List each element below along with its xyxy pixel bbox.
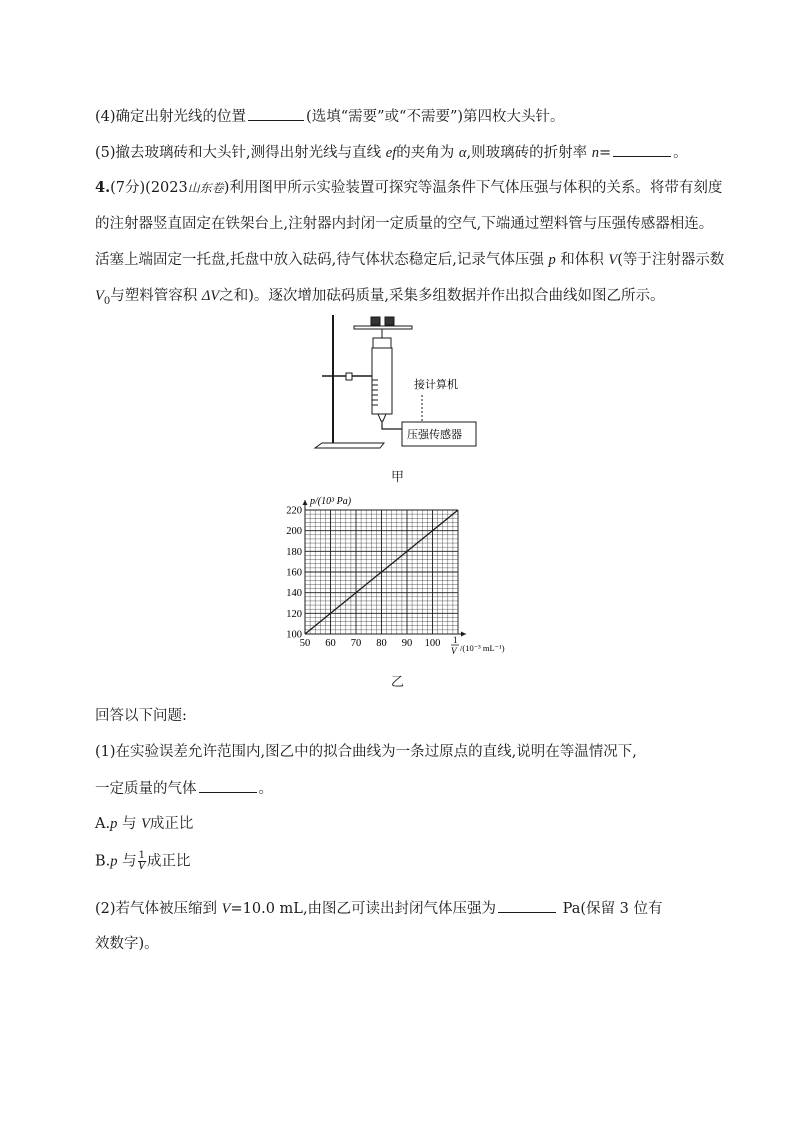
chart-xlabel-den: V [451, 646, 457, 656]
problem4-line2: 的注射器竖直固定在铁架台上,注射器内封闭一定质量的空气,下端通过塑料管与压强传感器相连。 [95, 216, 714, 232]
y-axis-arrow [303, 500, 308, 505]
option-b-mid: 与 [122, 853, 137, 870]
option-a-end: 成正比 [149, 816, 194, 832]
x-tick-label: 100 [424, 638, 441, 649]
problem4-line4 [95, 286, 664, 312]
q5-text-e: 。 [673, 145, 688, 161]
problem4-score-a: (7分)(2023 [110, 180, 188, 196]
y-tick-label: 120 [286, 608, 302, 620]
y-tick-label: 180 [286, 546, 302, 558]
q5-ef: ef [385, 145, 397, 161]
q1-answer-blank[interactable] [199, 778, 257, 793]
clamp-knob [346, 373, 352, 380]
q2-V: V [221, 901, 231, 917]
syringe-cap [373, 338, 391, 348]
q5-sub-question [95, 142, 688, 163]
x-tick-label: 60 [325, 638, 336, 649]
y-tick-label: 160 [286, 567, 302, 579]
pressure-chart [270, 488, 520, 664]
option-a-mid: 与 [121, 816, 137, 832]
x-tick-label: 80 [376, 638, 387, 649]
option-b-frac-den: V [138, 861, 146, 872]
x-tick-label: 90 [401, 638, 413, 649]
y-tick-label: 140 [286, 588, 302, 600]
q2-line1 [95, 898, 663, 919]
q1-text-2b: 。 [258, 781, 273, 797]
problem4-line1 [95, 178, 722, 198]
option-b-end: 成正比 [147, 853, 191, 870]
syringe-tip [378, 414, 386, 421]
problem4-text-1: 利用图甲所示实验装置可探究等温条件下气体压强与体积的关系。将带有刻度 [229, 180, 723, 196]
y-tick-label: 100 [286, 629, 302, 641]
q2-text-c: Pa(保留 3 位有 [562, 901, 663, 917]
chart-caption: 乙 [391, 675, 405, 690]
sensor-label: 压强传感器 [407, 429, 462, 441]
q5-text-c: ,则玻璃砖的折射率 [466, 145, 588, 161]
q2-text-a: (2)若气体被压缩到 [95, 901, 218, 917]
stand-base [315, 443, 384, 448]
q4-text-b: (选填“需要”或“不需要”)第四枚大头针。 [306, 109, 565, 125]
option-b-fraction [138, 851, 146, 872]
weight-right [385, 317, 394, 325]
problem4-number: 4. [95, 179, 111, 196]
problem4-text-4a: 与塑料管容积 [110, 288, 198, 304]
q5-answer-blank[interactable] [613, 142, 671, 157]
problem4-score-b: ) [223, 180, 230, 196]
problem4-text-3c: (等于注射器示数 [617, 252, 725, 268]
weight-left [371, 317, 380, 325]
q5-text-b: 的夹角为 [396, 145, 455, 161]
x-axis-arrow [461, 632, 466, 637]
syringe-barrel [372, 348, 392, 414]
q2-line2: 效数字)。 [95, 936, 159, 952]
problem4-V0: V [95, 288, 104, 304]
q4-text-a: (4)确定出射光线的位置 [95, 109, 247, 125]
option-a-p: p [110, 816, 118, 832]
option-b[interactable] [95, 851, 191, 872]
chart-ylabel: p/(10³ Pa) [310, 496, 352, 507]
chart-xlabel-unit: /(10⁻³ mL⁻¹) [460, 643, 505, 653]
problem4-V: V [608, 252, 618, 268]
q4-sub-question [95, 106, 565, 127]
q5-alpha: α [458, 145, 467, 161]
q1-line1: (1)在实验误差允许范围内,图乙中的拟合曲线为一条过原点的直线,说明在等温情况下, [95, 744, 637, 760]
y-tick-label: 220 [286, 505, 302, 517]
x-tick-label: 50 [299, 638, 311, 649]
q2-text-b: =10.0 mL,由图乙可读出封闭气体压强为 [230, 901, 497, 917]
option-a-V: V [141, 816, 150, 832]
y-tick-label: 200 [286, 526, 302, 538]
computer-label: 接计算机 [414, 379, 458, 391]
q2-answer-blank[interactable] [498, 898, 556, 913]
plastic-tube [382, 421, 402, 429]
q1-text-2a: 一定质量的气体 [95, 781, 197, 797]
apparatus-figure [310, 310, 490, 460]
problem4-text-3b: 和体积 [560, 252, 604, 268]
questions-intro: 回答以下问题: [95, 708, 187, 724]
chart-xlabel [451, 635, 505, 656]
option-a-label: A. [95, 816, 111, 832]
q1-line2 [95, 778, 273, 799]
problem4-line3 [95, 250, 724, 270]
q4-answer-blank[interactable] [248, 106, 304, 121]
q5-text-d: = [598, 145, 612, 161]
problem4-dV: ΔV [201, 288, 220, 304]
problem4-text-4b: 之和)。逐次增加砝码质量,采集多组数据并作出拟合曲线如图乙所示。 [219, 288, 665, 304]
option-b-frac-num: 1 [138, 850, 145, 861]
x-tick-label: 70 [350, 638, 362, 649]
problem4-text-3a: 活塞上端固定一托盘,托盘中放入砝码,待气体状态稳定后,记录气体压强 [95, 252, 544, 268]
q5-n: n [591, 145, 599, 161]
apparatus-caption: 甲 [391, 470, 405, 485]
chart-xlabel-num: 1 [453, 635, 458, 645]
tray [354, 326, 412, 329]
option-b-p: p [110, 853, 118, 870]
problem4-source-tag: 山东卷 [187, 181, 224, 195]
problem4-p: p [548, 252, 556, 268]
q5-text-a: (5)撤去玻璃砖和大头针,测得出射光线与直线 [95, 145, 382, 161]
option-a[interactable] [95, 814, 193, 834]
option-b-label: B. [95, 853, 111, 870]
problem4-V0-sub: 0 [103, 295, 111, 307]
